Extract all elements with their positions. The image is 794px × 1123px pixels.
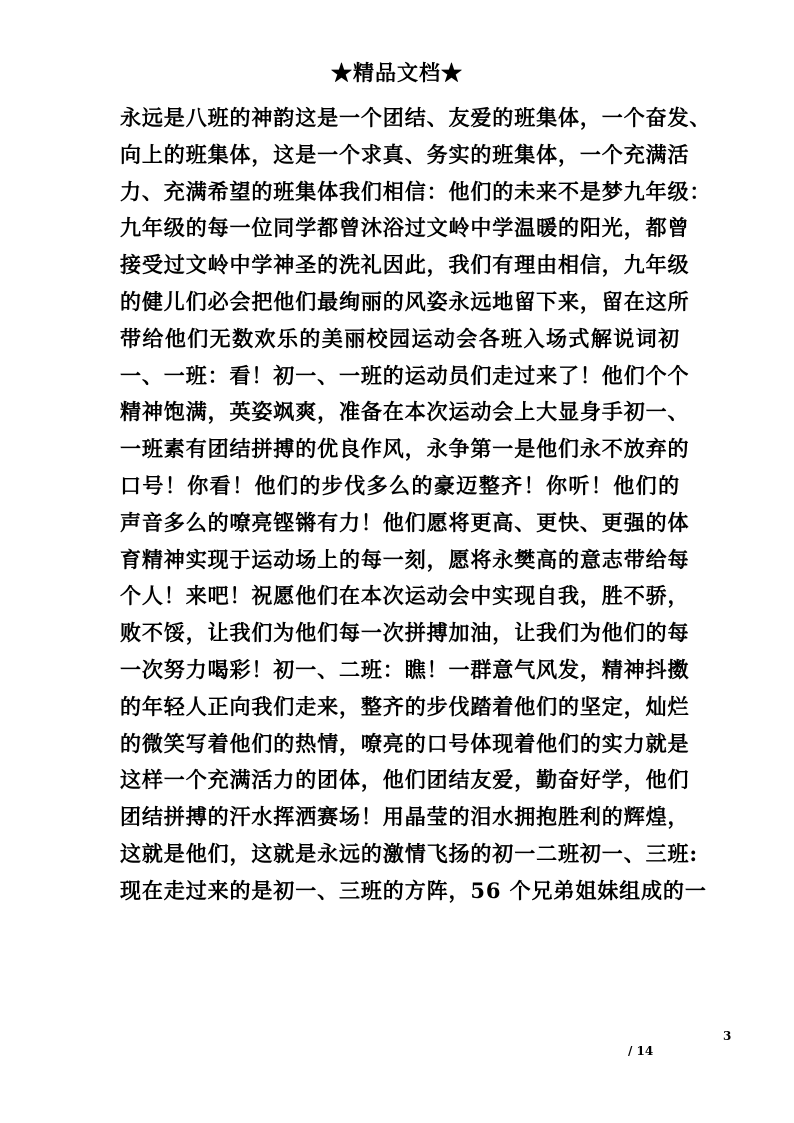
text-line: 带给他们无数欢乐的美丽校园运动会各班入场式解说词初 [120, 325, 680, 351]
page-number: 3 [723, 1029, 732, 1043]
text-line: 的微笑写着他们的热情，嘹亮的口号体现着他们的实力就是 [120, 730, 690, 756]
document-header-title: ★精品文档★ [331, 60, 463, 85]
text-line: 九年级的每一位同学都曾沐浴过文岭中学温暖的阳光，都曾 [120, 215, 690, 241]
text-line: 一次努力喝彩！初一、二班：瞧！一群意气风发，精神抖擞 [120, 656, 690, 682]
text-line: 这样一个充满活力的团体，他们团结友爱，勤奋好学，他们 [120, 767, 690, 793]
text-line: 力、充满希望的班集体我们相信：他们的未来不是梦九年级： [120, 178, 712, 204]
text-line: 一班素有团结拼搏的优良作风，永争第一是他们永不放弃的 [120, 436, 690, 462]
text-line: 的健儿们必会把他们最绚丽的风姿永远地留下来，留在这所 [120, 288, 690, 314]
text-line: 个人！来吧！祝愿他们在本次运动会中实现自我，胜不骄， [120, 583, 690, 609]
text-line: 接受过文岭中学神圣的洗礼因此，我们有理由相信，九年级 [120, 252, 690, 278]
text-line: 的年轻人正向我们走来，整齐的步伐踏着他们的坚定，灿烂 [120, 693, 690, 719]
text-line: 永远是八班的神韵这是一个团结、友爱的班集体，一个奋发、 [120, 105, 712, 130]
page-total: / 14 [628, 1044, 654, 1058]
document-body [120, 100, 712, 910]
text-line: 败不馁，让我们为他们每一次拼搏加油，让我们为他们的每 [120, 620, 690, 646]
text-line: 育精神实现于运动场上的每一刻，愿将永樊高的意志带给每 [120, 546, 690, 572]
text-line: 声音多么的嘹亮铿锵有力！他们愿将更高、更快、更强的体 [120, 509, 690, 535]
text-line: 口号！你看！他们的步伐多么的豪迈整齐！你听！他们的 [120, 472, 680, 498]
text-line: 精神饱满，英姿飒爽，准备在本次运动会上大显身手初一、 [120, 399, 690, 425]
text-line: 这就是他们，这就是永远的激情飞扬的初一二班初一、三班: [120, 840, 699, 866]
text-line: 团结拼搏的汗水挥洒赛场！用晶莹的泪水拥抱胜利的辉煌， [120, 804, 690, 830]
text-line: 向上的班集体，这是一个求真、务实的班集体，一个充满活 [120, 141, 690, 167]
text-line: 一、一班：看！初一、一班的运动员们走过来了！他们个个 [120, 362, 690, 388]
text-line: 现在走过来的是初一、三班的方阵，56 个兄弟姐妹组成的一 [120, 877, 707, 903]
